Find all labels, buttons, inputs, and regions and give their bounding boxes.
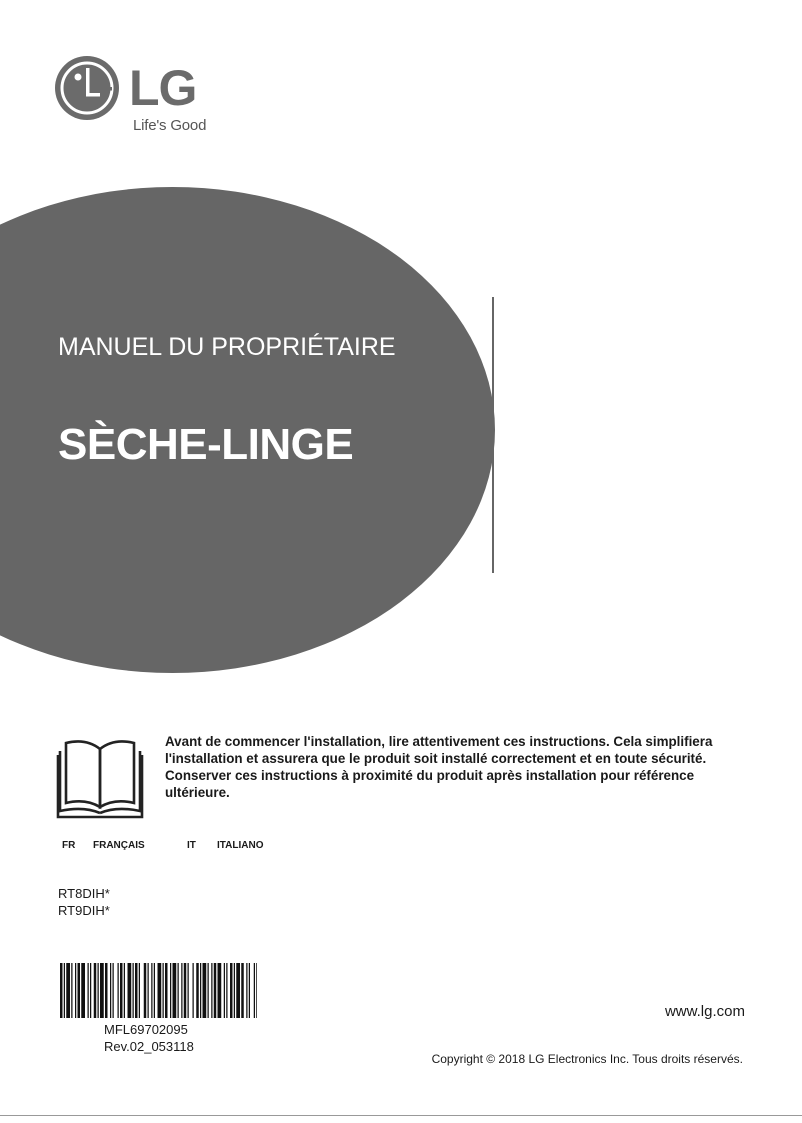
barcode-bar [203, 963, 207, 1018]
language-code-fr: FR [62, 840, 76, 851]
barcode-bar [226, 963, 227, 1018]
website-link[interactable]: www.lg.com [664, 1003, 745, 1020]
barcode-bar [241, 963, 244, 1018]
barcode-bar [224, 963, 225, 1018]
barcode-bar [90, 963, 91, 1018]
barcode-bar [60, 963, 63, 1018]
barcode-bar [64, 963, 65, 1018]
revision-code: Rev.02_053118 [104, 1039, 194, 1054]
barcode-bar [124, 963, 125, 1018]
barcode-bar [173, 963, 177, 1018]
barcode-bar [78, 963, 81, 1018]
language-name-fr: FRANÇAIS [93, 840, 145, 851]
barcode-bar [118, 963, 119, 1018]
barcode-bar [184, 963, 187, 1018]
language-code-it: IT [187, 840, 196, 851]
barcode-bar [113, 963, 114, 1018]
vertical-divider [492, 297, 494, 573]
barcode-bar [211, 963, 212, 1018]
barcode-bar [148, 963, 149, 1018]
barcode-bar [88, 963, 89, 1018]
barcode-bar [200, 963, 201, 1018]
part-number: MFL69702095 [104, 1022, 188, 1037]
barcode-bar [133, 963, 134, 1018]
model-number: RT8DIH* [58, 886, 110, 901]
barcode-bar [135, 963, 138, 1018]
barcode-bar [158, 963, 162, 1018]
language-name-it: ITALIANO [217, 840, 264, 851]
barcode-bar [256, 963, 257, 1018]
book-icon [56, 737, 144, 819]
barcode-bar [154, 963, 155, 1018]
brand-tagline: Life's Good [133, 117, 207, 134]
barcode-bar [128, 963, 132, 1018]
lg-face-icon [55, 56, 119, 120]
barcode-bar [144, 963, 147, 1018]
barcode-bar [100, 963, 104, 1018]
manual-subtitle: MANUEL DU PROPRIÉTAIRE [58, 333, 396, 361]
barcode-bar [236, 963, 240, 1018]
barcode-bar [196, 963, 199, 1018]
barcode-bar [98, 963, 99, 1018]
barcode-bar [120, 963, 123, 1018]
lg-logo [55, 56, 225, 136]
barcode-bar [218, 963, 222, 1018]
barcode-bar [193, 963, 194, 1018]
barcode-bar [163, 963, 164, 1018]
copyright-notice: Copyright © 2018 LG Electronics Inc. Tous droits réservés. [431, 1052, 743, 1066]
barcode-bar [170, 963, 171, 1018]
barcode-bar [234, 963, 235, 1018]
barcode-bar [181, 963, 182, 1018]
barcode-bar [165, 963, 168, 1018]
barcode-bar [249, 963, 250, 1018]
barcode-bar [75, 963, 76, 1018]
barcode-bar [208, 963, 209, 1018]
instructions-notice: Avant de commencer l'installation, lire attentivement ces instructions. Cela simplifiera l'installation et assurera que le produit soit installé correctement et en toute sécurité. Conserver ces instructions à proximité du produit après installation pour référence ultérieure. [165, 734, 713, 800]
brand-name: LG [129, 60, 197, 116]
barcode-bar [139, 963, 140, 1018]
barcode-bar [105, 963, 108, 1018]
barcode-bar [188, 963, 189, 1018]
part-info [60, 1021, 270, 1055]
barcode-bar [254, 963, 255, 1018]
model-list [58, 885, 110, 919]
product-title: SÈCHE-LINGE [58, 420, 354, 469]
barcode-bar [151, 963, 152, 1018]
barcode-bar [66, 963, 70, 1018]
bottom-rule [0, 1115, 802, 1116]
barcode-bar [81, 963, 85, 1018]
barcode-bar [230, 963, 233, 1018]
barcode-bar [110, 963, 111, 1018]
barcode [60, 963, 257, 1018]
barcode-bar [71, 963, 72, 1018]
barcode-bar [94, 963, 97, 1018]
model-number: RT9DIH* [58, 903, 110, 918]
barcode-bar [178, 963, 179, 1018]
barcode-bar [246, 963, 247, 1018]
barcode-bar [214, 963, 217, 1018]
